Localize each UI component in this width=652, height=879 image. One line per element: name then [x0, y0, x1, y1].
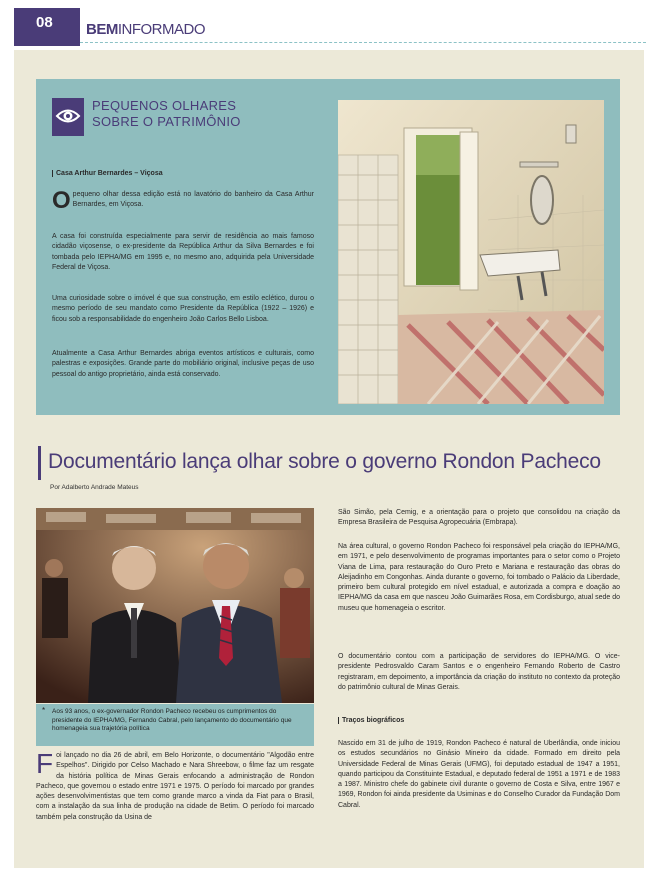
article-paragraph-right-1: São Simão, pela Cemig, e a orientação para o projeto que consolidou na criação da Empresa Brasileira de Pesquisa Agropecuária (Embrapa). [338, 509, 620, 527]
box-paragraph-2: A casa foi construída especialmente para servir de residência ao mais famoso cidadão viçosense, o ex-presidente da República Arthur da Silva Bernardes e foi tombada pelo IEPHA/MG em 1995 e, no mesmo ano, adquirida pela Universidade Federal de Viçosa. [52, 233, 314, 271]
article-paragraph-right-4: Nascido em 31 de julho de 1919, Rondon Pacheco é natural de Uberlândia, onde iniciou os estudos secundários no Ginásio Mineiro da cidade. Formado em direito pela Universidade Federal de Minas Gerais (UFMG), foi deputado estadual de 1947 a 1951, quando participou da Constituinte Estadual, e deputado federal de 1951 a 1971 e de 1983 a 1987. Ministro chefe do gabinete civil durante o governo de Costa e Silva, entre 1967 e 1969, Rondon foi ainda presidente da Usiminas e do Conselho Curador da Fundação Dom Cabral. [338, 740, 620, 809]
box-paragraph-1: O pequeno olhar dessa edição está no lavatório do banheiro da Casa Arthur Bernardes, em Viçosa. [52, 187, 314, 214]
box-paragraph-3: Uma curiosidade sobre o imóvel é que sua construção, em estilo eclético, durou o mesmo período de seu mandato como Presidente da República (1922 – 1926) e ficou sob a responsabilidade do engenheiro João Carlos Bello Lisboa. [52, 295, 314, 323]
event-photo [36, 508, 314, 703]
page-header [0, 0, 652, 50]
biography-subheading: Traços biográficos [338, 717, 404, 724]
box-paragraph-4: Atualmente a Casa Arthur Bernardes abriga eventos artísticos e culturais, como palestras e exposições. Grande parte do mobiliário original, inclusive peças de uso pessoal do antigo proprietário, ainda está conservado. [52, 350, 314, 378]
photo-caption: * Aos 93 anos, o ex-governador Rondon Pacheco recebeu os cumprimentos do presidente do IEPHA/MG, Fernando Cabral, pelo lançamento do documentário que homenageia sua trajetória política [36, 704, 314, 746]
bathroom-photo [338, 100, 604, 404]
house-heading: Casa Arthur Bernardes – Viçosa [52, 170, 163, 177]
article-byline: Por Adalberto Andrade Mateus [50, 484, 139, 491]
caption-asterisk: * [42, 706, 46, 715]
article-paragraph-right-3: O documentário contou com a participação de servidores do IEPHA/MG. O vice-presidente Pedrosvaldo Caram Santos e o engenheiro Fernando Roberto de Castro registraram, em depoimento, a importância da criação do instituto no contexto da proteção do patrimônio cultural de Minas Gerais. [338, 653, 620, 691]
article-headline: Documentário lança olhar sobre o governo Rondon Pacheco [48, 450, 601, 473]
article-paragraph-right-2: Na área cultural, o governo Rondon Pacheco foi responsável pela criação do IEPHA/MG, em 1971, e pelo desenvolvimento de programas importantes para o setor como o Projeto Viana de Lima, para restauração do Ouro Preto e Mariana e restauração das obras do Aleijadinho em Congonhas. Ainda durante o governo, foi tombado o Palácio da Liberdade, primeiro bem cultural protegido em nível estadual, e autorizada a compra e doação ao IEPHA/MG da casa em que nasceu João Guimarães Rosa, em Cordisburgo, atual sede do museu que homenageia o escritor. [338, 543, 620, 612]
box-title: PEQUENOS OLHARES SOBRE O PATRIMÔNIO [92, 98, 241, 129]
section-name: BEMINFORMADO [86, 21, 206, 38]
header-divider [80, 42, 646, 43]
article-intro-paragraph: Foi lançado no dia 26 de abril, em Belo Horizonte, o documentário "Algodão entre Espelhos". Dirigido por Celso Machado e Nara Shreebow, o filme faz um resgate da história política de Minas Gerais enfocando a administração de Rondon Pacheco, que governou o estado entre 1971 e 1975. O período foi marcado por grandes ações desenvolvimentistas que tem como grande marco a vinda da Fiat para o Brasil, com a instalação da sua linha de produção na cidade de Betim. O período foi marcado também pela construção da Usina de [36, 748, 314, 821]
headline-accent-bar [38, 446, 41, 480]
page-number: 08 [14, 8, 80, 46]
eye-logo-icon [52, 98, 84, 136]
